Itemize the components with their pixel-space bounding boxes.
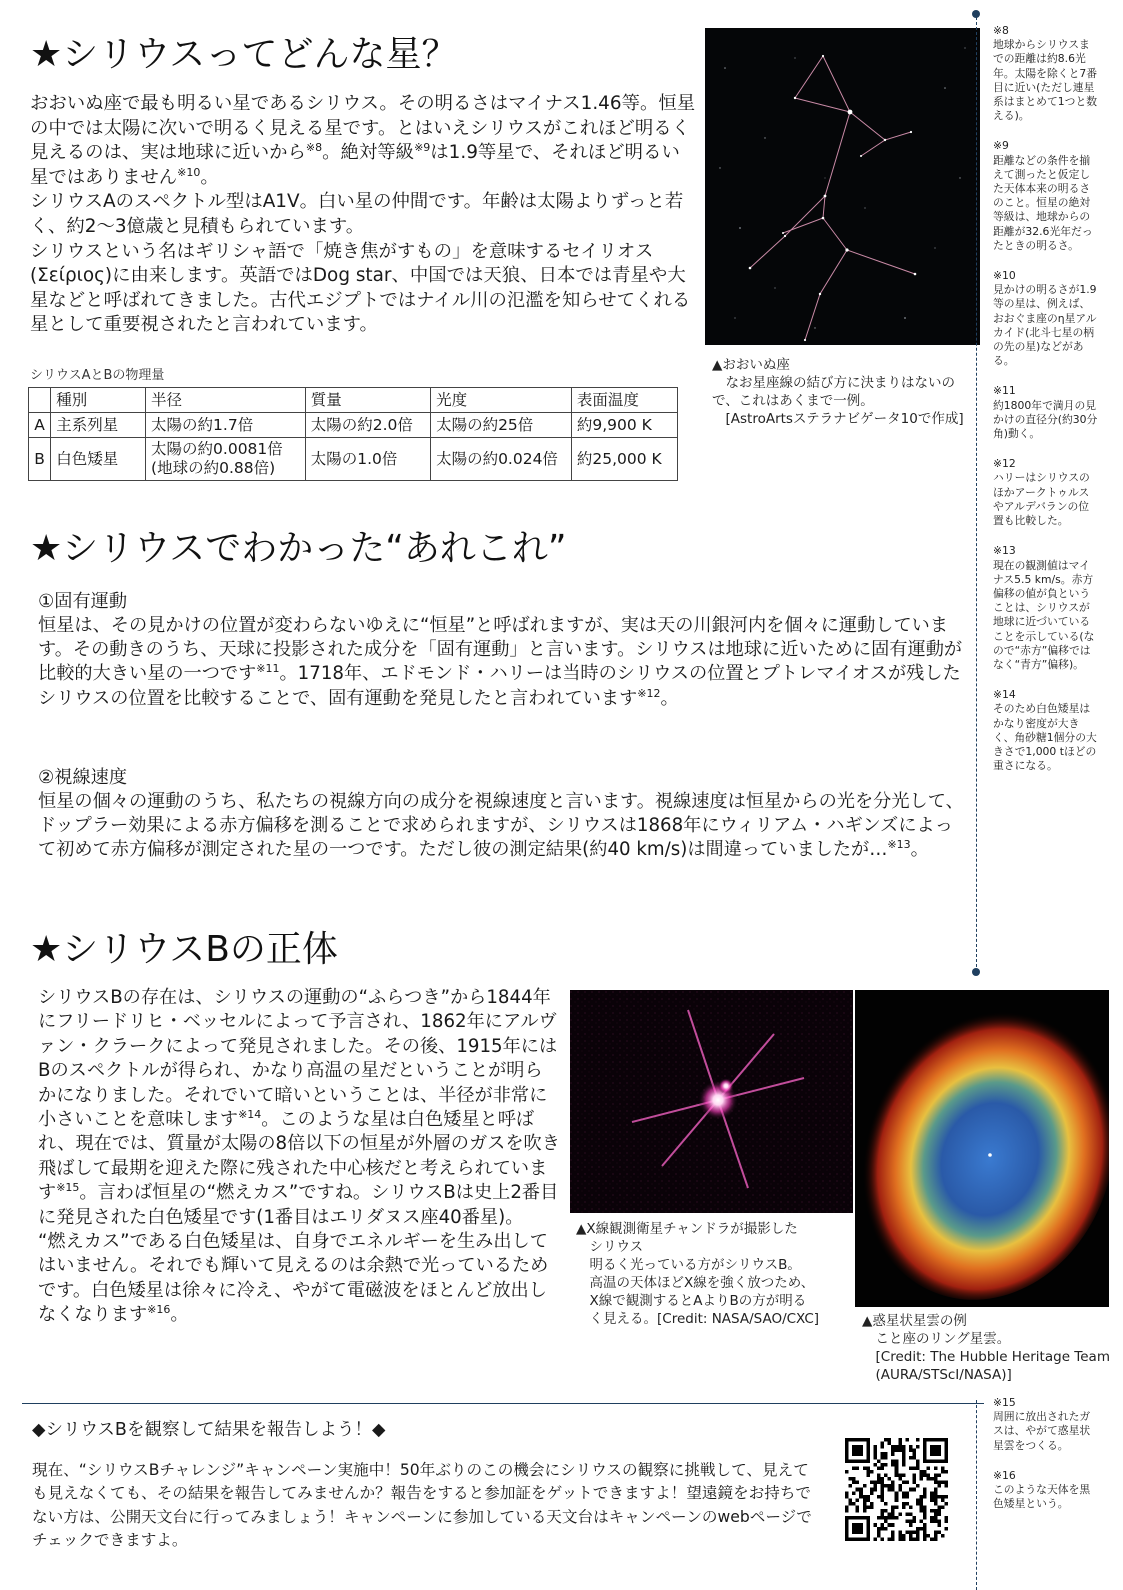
section1-paragraph: [30, 92, 698, 338]
caption-line: ▲おおいぬ座: [712, 357, 790, 373]
text-run: 。: [170, 1304, 189, 1326]
campaign-divider: [22, 1403, 984, 1404]
qr-code[interactable]: [845, 1438, 948, 1541]
table-cell: 約9,900 K: [571, 413, 677, 438]
text-run: 。1718年、エドモンド・ハリーは当時のシリウスの位置とプトレマイオスが残したシリウスの位置を比較することで、固有運動を発見したと言われています: [38, 663, 961, 709]
radial-velocity-paragraph: [38, 790, 968, 863]
text-run: は1.9等星で、それほど明るい星ではありません: [30, 142, 680, 188]
footnote-id: ※11: [993, 384, 1016, 398]
caption-line: 高温の天体ほどX線を強く放つため、: [576, 1275, 815, 1291]
table-cell: B: [29, 438, 51, 481]
footnote: [993, 139, 1099, 253]
footnote-marker: ※15: [56, 1181, 80, 1195]
campaign-title: ◆シリウスBを観察して結果を報告しよう！◆: [32, 1420, 386, 1440]
table-row: [29, 438, 678, 481]
proper-motion-paragraph: [38, 614, 968, 711]
footnote-text: ハリーはシリウスのほかアークトゥルスやアルデバランの位置も比較した。: [993, 471, 1090, 528]
footnote-text: 約1800年で満月の見かけの直径分(約30分角)動く。: [993, 398, 1098, 441]
table-cell: 白色矮星: [51, 438, 146, 481]
caption-line: シリウス: [576, 1239, 644, 1255]
radial-velocity-heading: ②視線速度: [38, 767, 128, 788]
footnote-text: 現在の観測値はマイナス5.5 km/s。赤方偏移の値が負ということは、シリウスが地球に近づいていることを示している(なので“赤方”偏移ではなく“青方”偏移)。: [993, 558, 1095, 671]
footnote-id: ※12: [993, 457, 1016, 471]
notes-divider-dot-top: [972, 10, 980, 18]
central-star: [988, 1153, 992, 1157]
caption-line: ▲惑星状星雲の例: [862, 1313, 967, 1329]
footnote-marker: ※8: [305, 141, 323, 155]
footnote-id: ※13: [993, 544, 1016, 558]
section3-title: ★シリウスBの正体: [30, 929, 338, 970]
table-cell: 太陽の約1.7倍: [146, 413, 306, 438]
footnote: [993, 544, 1099, 672]
text-run: シリウスAのスペクトル型はA1V。白い星の仲間です。年齢は太陽よりずっと若く、約2～3億歳と見積もられています。: [30, 191, 684, 237]
section3-paragraph: [38, 986, 560, 1328]
caption-line: [AstroArtsステラナビゲータ10で作成]: [712, 411, 964, 427]
proper-motion-heading: ①固有運動: [38, 591, 128, 612]
text-run: シリウスBの存在は、シリウスの運動の“ふらつき”から1844年にフリードリヒ・ベッセルによって予言され、1862年にアルヴァン・クラークによって発見されました。その後、1915年にはBのスペクトルが得られ、かなり高温の星だということが明らかになりました。それでいて暗いということは、半径が非常に小さいことを意味します: [38, 987, 558, 1131]
text-run: 。言わば恒星の“燃えカス”ですね。シリウスBは史上2番目に発見された白色矮星です(1番目はエリダヌス座40番星)。: [38, 1182, 559, 1228]
footnote-id: ※15: [993, 1396, 1016, 1409]
physical-properties-table: [28, 387, 678, 481]
footnote: [993, 269, 1099, 368]
table-header-cell: [29, 388, 51, 413]
footnote-marker: ※16: [147, 1303, 171, 1317]
footnote: [993, 1396, 1099, 1453]
text-run: “燃えカス”である白色矮星は、自身でエネルギーを生み出してはいません。それでも輝いて見えるのは余熱で光っているためです。白色矮星は徐々に冷え、やがて電磁波をほとんど放出しなくなります: [38, 1231, 549, 1326]
ring-nebula: [855, 990, 1109, 1307]
footnote-text: このような天体を黒色矮星という。: [993, 1483, 1091, 1511]
footnote-marker: ※11: [256, 662, 280, 676]
caption-line: なお星座線の結び方に決まりはないので、これはあくまで一例。: [712, 375, 955, 409]
table-header-row: [29, 388, 678, 413]
nebula-caption: [862, 1312, 1112, 1384]
text-run: おおいぬ座で最も明るい星であるシリウス。その明るさはマイナス1.46等。恒星の中では太陽に次いで明るく見える星です。とはいえシリウスがこれほど明るく見えるのは、実は地球に近いから: [30, 93, 696, 164]
xray-caption: [576, 1220, 858, 1328]
side-notes-top: [993, 24, 1099, 789]
sirius-a-glow: [718, 1078, 734, 1094]
canis-major-chart: [705, 28, 980, 345]
table-header-cell: 表面温度: [571, 388, 677, 413]
footnote-text: 周囲に放出されたガスは、やがて惑星状星雲をつくる。: [993, 1410, 1091, 1452]
campaign-text: 現在、“シリウスBチャレンジ”キャンペーン実施中！50年ぶりのこの機会にシリウスの観察に挑戦して、見えても見えなくても、その結果を報告してみませんか？報告をすると参加証をゲットできますよ！望遠鏡をお持ちでない方は、公開天文台に行ってみましょう！キャンペーンに参加している天文台はキャンペーンのwebページでチェックできますよ。: [32, 1461, 812, 1550]
side-notes-bottom: [993, 1396, 1099, 1527]
caption-line: こと座のリング星雲。: [862, 1331, 1011, 1347]
section2-title: ★シリウスでわかった“あれこれ”: [30, 528, 567, 569]
text-run: 。: [910, 839, 929, 861]
table-cell: 太陽の約0.0081倍 (地球の約0.88倍): [146, 438, 306, 481]
caption-line: X線で観測するとAよりBの方が明る: [576, 1293, 807, 1309]
table-header-cell: 半径: [146, 388, 306, 413]
constellation-caption: [712, 356, 970, 428]
table-cell: 太陽の1.0倍: [305, 438, 430, 481]
caption-line: ▲X線観測衛星チャンドラが撮影した: [576, 1221, 798, 1237]
footnote-marker: ※9: [414, 141, 431, 155]
text-run: 恒星の個々の運動のうち、私たちの視線方向の成分を視線速度と言います。視線速度は恒星からの光を分光して、ドップラー効果による赤方偏移を測ることで求められますが、シリウスは1868年にウィリアム・ハギンズによって初めて赤方偏移が測定された星の一つです。ただし彼の測定結果(約40 km/s)は間違っていましたが…: [38, 791, 964, 861]
caption-line: く見える。[Credit: NASA/SAO/CXC]: [576, 1311, 820, 1327]
table-cell: 太陽の約0.024倍: [431, 438, 572, 481]
footnote: [993, 1469, 1099, 1512]
footnote: [993, 457, 1099, 528]
text-run: 。このような星は白色矮星と呼ばれ、現在では、質量が太陽の8倍以下の恒星が外層のガスを吹き飛ばして最期を迎えた際に残された中心核だと考えられています: [38, 1109, 560, 1204]
caption-line: 明るく光っている方がシリウスB。: [576, 1257, 801, 1273]
chandra-sirius-image: [570, 990, 853, 1213]
footnote: [993, 24, 1099, 123]
notes-divider-dot-bottom: [972, 968, 980, 976]
footnote-marker: ※14: [238, 1107, 262, 1121]
table-cell: A: [29, 413, 51, 438]
table-cell: 主系列星: [51, 413, 146, 438]
footnote-text: そのため白色矮星はかなり密度が大きく、角砂糖1個分の大きさで1,000 tほどの重さになる。: [993, 702, 1097, 773]
xray-image: [570, 990, 853, 1213]
qr-code-graphic: [845, 1438, 948, 1541]
footnote: [993, 384, 1099, 441]
footnote-text: 距離などの条件を揃えて測ったと仮定した天体本来の明るさのこと。恒星の絶対等級は、地球からの距離が32.6光年だったときの明るさ。: [993, 153, 1093, 252]
text-run: 。: [660, 687, 679, 709]
text-run: シリウスという名はギリシャ語で「焼き焦がすもの」を意味するセイリオス(Σείριος)に由来します。英語ではDog star、中国では天狼、日本では青星や大星などと呼ばれてきました。古代エジプトではナイル川の氾濫を知らせてくれる星として重要視されたと言われています。: [30, 240, 691, 336]
table-header-cell: 光度: [431, 388, 572, 413]
footnote-id: ※14: [993, 688, 1016, 702]
caption-line: [Credit: The Hubble Heritage Team: [862, 1349, 1110, 1365]
table-cell: 太陽の約2.0倍: [305, 413, 430, 438]
footnote-marker: ※12: [637, 686, 661, 700]
footnote-id: ※8: [993, 24, 1009, 37]
ring-nebula-image: [855, 990, 1109, 1307]
text-run: 。絶対等級: [322, 142, 415, 164]
footnote-text: 地球からシリウスまでの距離は約8.6光年。太陽を除くと7番目に近い(ただし連星系はまとめて1つと数える)。: [993, 38, 1098, 123]
table-cell: 約25,000 K: [571, 438, 677, 481]
notes-divider-lower: [976, 1400, 977, 1590]
footnote-marker: ※13: [887, 838, 911, 852]
footnote-marker: ※10: [177, 165, 201, 179]
table-row: [29, 413, 678, 438]
footnote-id: ※16: [993, 1468, 1016, 1482]
text-run: 恒星は、その見かけの位置が変わらないゆえに“恒星”と呼ばれますが、実は天の川銀河内を個々に運動しています。その動きのうち、天球に投影された成分を「固有運動」と言います。シリウスは地球に近いために固有運動が比較的大きい星の一つです: [38, 615, 963, 685]
table-caption: シリウスAとBの物理量: [30, 368, 165, 383]
footnote-id: ※10: [993, 269, 1016, 283]
footnote-text: 見かけの明るさが1.9等の星は、例えば、おおぐま座のη星アルカイド(北斗七星の柄の先の星)などがある。: [993, 283, 1097, 368]
footnote: [993, 688, 1099, 773]
footnote-id: ※9: [993, 139, 1009, 153]
table-header-cell: 質量: [305, 388, 430, 413]
constellation-image: [705, 28, 980, 345]
text-run: 。: [200, 166, 219, 188]
section1-title: ★シリウスってどんな星？: [30, 34, 458, 75]
table-cell: 太陽の約25倍: [431, 413, 572, 438]
table-header-cell: 種別: [51, 388, 146, 413]
notes-divider: [976, 12, 977, 972]
caption-line: (AURA/STScI/NASA)]: [862, 1367, 1012, 1383]
